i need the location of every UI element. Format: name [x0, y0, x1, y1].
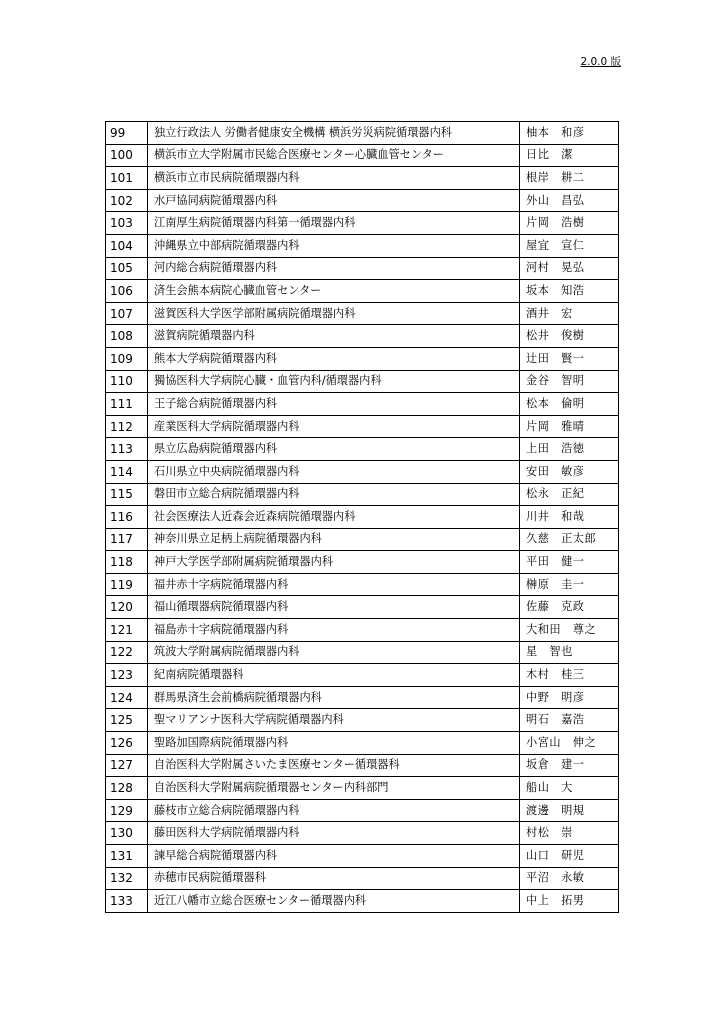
- table-row: [106, 528, 619, 551]
- row-number: 133: [106, 890, 148, 913]
- institution-name: 滋賀病院循環器内科: [148, 325, 520, 348]
- table-row: [106, 686, 619, 709]
- institution-name: 江南厚生病院循環器内科第一循環器内科: [148, 212, 520, 235]
- table-row: [106, 122, 619, 145]
- table-row: [106, 234, 619, 257]
- institution-name: 福山循環器病院循環器内科: [148, 596, 520, 619]
- table-row: [106, 325, 619, 348]
- table-row: [106, 302, 619, 325]
- row-number: 120: [106, 596, 148, 619]
- person-name: 木村 桂三: [520, 664, 619, 687]
- institution-name: 自治医科大学附属病院循環器センター内科部門: [148, 777, 520, 800]
- table-row: [106, 664, 619, 687]
- person-name: 坂本 知浩: [520, 280, 619, 303]
- person-name: 松永 正紀: [520, 483, 619, 506]
- row-number: 115: [106, 483, 148, 506]
- person-name: 酒井 宏: [520, 302, 619, 325]
- person-name: 船山 大: [520, 777, 619, 800]
- table-row: [106, 845, 619, 868]
- person-name: 星 智也: [520, 641, 619, 664]
- row-number: 110: [106, 370, 148, 393]
- row-number: 122: [106, 641, 148, 664]
- institution-name: 社会医療法人近森会近森病院循環器内科: [148, 506, 520, 529]
- table-row: [106, 822, 619, 845]
- table-row: [106, 347, 619, 370]
- person-name: 松井 俊樹: [520, 325, 619, 348]
- institution-name: 県立広島病院循環器内科: [148, 438, 520, 461]
- row-number: 103: [106, 212, 148, 235]
- institution-name: 聖路加国際病院循環器内科: [148, 732, 520, 755]
- institution-name: 赤穂市民病院循環器科: [148, 867, 520, 890]
- table-row: [106, 641, 619, 664]
- institution-table: [105, 121, 619, 913]
- row-number: 117: [106, 528, 148, 551]
- person-name: 中野 明彦: [520, 686, 619, 709]
- table-row: [106, 709, 619, 732]
- institution-name: 藤枝市立総合病院循環器内科: [148, 799, 520, 822]
- row-number: 126: [106, 732, 148, 755]
- row-number: 113: [106, 438, 148, 461]
- institution-name: 横浜市立市民病院循環器内科: [148, 167, 520, 190]
- row-number: 125: [106, 709, 148, 732]
- person-name: 久慈 正太郎: [520, 528, 619, 551]
- table-row: [106, 890, 619, 913]
- table-row: [106, 212, 619, 235]
- institution-name: 産業医科大学病院循環器内科: [148, 415, 520, 438]
- institution-name: 近江八幡市立総合医療センター循環器内科: [148, 890, 520, 913]
- table-row: [106, 867, 619, 890]
- person-name: 辻田 賢一: [520, 347, 619, 370]
- table-row: [106, 799, 619, 822]
- table-row: [106, 777, 619, 800]
- row-number: 129: [106, 799, 148, 822]
- row-number: 111: [106, 393, 148, 416]
- person-name: 榊原 圭一: [520, 573, 619, 596]
- institution-name: 神戸大学医学部附属病院循環器内科: [148, 551, 520, 574]
- institution-name: 筑波大学附属病院循環器内科: [148, 641, 520, 664]
- person-name: 安田 敏彦: [520, 460, 619, 483]
- table-row: [106, 393, 619, 416]
- table-row: [106, 506, 619, 529]
- person-name: 河村 晃弘: [520, 257, 619, 280]
- table-row: [106, 144, 619, 167]
- institution-name: 紀南病院循環器科: [148, 664, 520, 687]
- institution-name: 自治医科大学附属さいたま医療センター循環器科: [148, 754, 520, 777]
- institution-name: 済生会熊本病院心臓血管センター: [148, 280, 520, 303]
- institution-name: 福井赤十字病院循環器内科: [148, 573, 520, 596]
- institution-name: 聖マリアンナ医科大学病院循環器内科: [148, 709, 520, 732]
- institution-name: 福島赤十字病院循環器内科: [148, 619, 520, 642]
- institution-name: 河内総合病院循環器内科: [148, 257, 520, 280]
- row-number: 99: [106, 122, 148, 145]
- person-name: 佐藤 克政: [520, 596, 619, 619]
- institution-name: 藤田医科大学病院循環器内科: [148, 822, 520, 845]
- person-name: 平田 健一: [520, 551, 619, 574]
- person-name: 屋宜 宣仁: [520, 234, 619, 257]
- row-number: 101: [106, 167, 148, 190]
- table-row: [106, 619, 619, 642]
- table-row: [106, 257, 619, 280]
- institution-name: 熊本大学病院循環器内科: [148, 347, 520, 370]
- table-row: [106, 732, 619, 755]
- row-number: 119: [106, 573, 148, 596]
- row-number: 118: [106, 551, 148, 574]
- institution-name: 石川県立中央病院循環器内科: [148, 460, 520, 483]
- institution-name: 王子総合病院循環器内科: [148, 393, 520, 416]
- row-number: 124: [106, 686, 148, 709]
- institution-name: 横浜市立大学附属市民総合医療センター心臓血管センター: [148, 144, 520, 167]
- table-row: [106, 551, 619, 574]
- table-row: [106, 438, 619, 461]
- table-row: [106, 280, 619, 303]
- person-name: 金谷 智明: [520, 370, 619, 393]
- row-number: 102: [106, 189, 148, 212]
- institution-name: 水戸協同病院循環器内科: [148, 189, 520, 212]
- table-row: [106, 167, 619, 190]
- row-number: 128: [106, 777, 148, 800]
- table-row: [106, 189, 619, 212]
- person-name: 川井 和哉: [520, 506, 619, 529]
- row-number: 104: [106, 234, 148, 257]
- person-name: 日比 潔: [520, 144, 619, 167]
- row-number: 132: [106, 867, 148, 890]
- institution-name: 独立行政法人 労働者健康安全機構 横浜労災病院循環器内科: [148, 122, 520, 145]
- person-name: 外山 昌弘: [520, 189, 619, 212]
- table-row: [106, 460, 619, 483]
- person-name: 村松 崇: [520, 822, 619, 845]
- table-row: [106, 573, 619, 596]
- institution-name: 獨協医科大学病院心臓・血管内科/循環器内科: [148, 370, 520, 393]
- row-number: 106: [106, 280, 148, 303]
- table-row: [106, 483, 619, 506]
- row-number: 123: [106, 664, 148, 687]
- table-row: [106, 370, 619, 393]
- row-number: 107: [106, 302, 148, 325]
- row-number: 112: [106, 415, 148, 438]
- table-row: [106, 596, 619, 619]
- person-name: 柚本 和彦: [520, 122, 619, 145]
- person-name: 上田 浩徳: [520, 438, 619, 461]
- institution-name: 滋賀医科大学医学部附属病院循環器内科: [148, 302, 520, 325]
- row-number: 114: [106, 460, 148, 483]
- row-number: 105: [106, 257, 148, 280]
- person-name: 坂倉 建一: [520, 754, 619, 777]
- table-body: [106, 122, 619, 913]
- institution-name: 磐田市立総合病院循環器内科: [148, 483, 520, 506]
- person-name: 大和田 尊之: [520, 619, 619, 642]
- person-name: 松本 倫明: [520, 393, 619, 416]
- person-name: 明石 嘉浩: [520, 709, 619, 732]
- row-number: 127: [106, 754, 148, 777]
- institution-name: 沖縄県立中部病院循環器内科: [148, 234, 520, 257]
- row-number: 109: [106, 347, 148, 370]
- table-row: [106, 415, 619, 438]
- institution-name: 諫早総合病院循環器内科: [148, 845, 520, 868]
- person-name: 中上 拓男: [520, 890, 619, 913]
- person-name: 片岡 雅晴: [520, 415, 619, 438]
- row-number: 121: [106, 619, 148, 642]
- person-name: 平沼 永敏: [520, 867, 619, 890]
- row-number: 100: [106, 144, 148, 167]
- person-name: 小宮山 伸之: [520, 732, 619, 755]
- institution-name: 群馬県済生会前橋病院循環器内科: [148, 686, 520, 709]
- institution-name: 神奈川県立足柄上病院循環器内科: [148, 528, 520, 551]
- row-number: 130: [106, 822, 148, 845]
- person-name: 根岸 耕二: [520, 167, 619, 190]
- table-row: [106, 754, 619, 777]
- row-number: 131: [106, 845, 148, 868]
- person-name: 片岡 浩樹: [520, 212, 619, 235]
- person-name: 渡邊 明規: [520, 799, 619, 822]
- row-number: 116: [106, 506, 148, 529]
- version-label: 2.0.0 版: [580, 56, 621, 68]
- person-name: 山口 研児: [520, 845, 619, 868]
- row-number: 108: [106, 325, 148, 348]
